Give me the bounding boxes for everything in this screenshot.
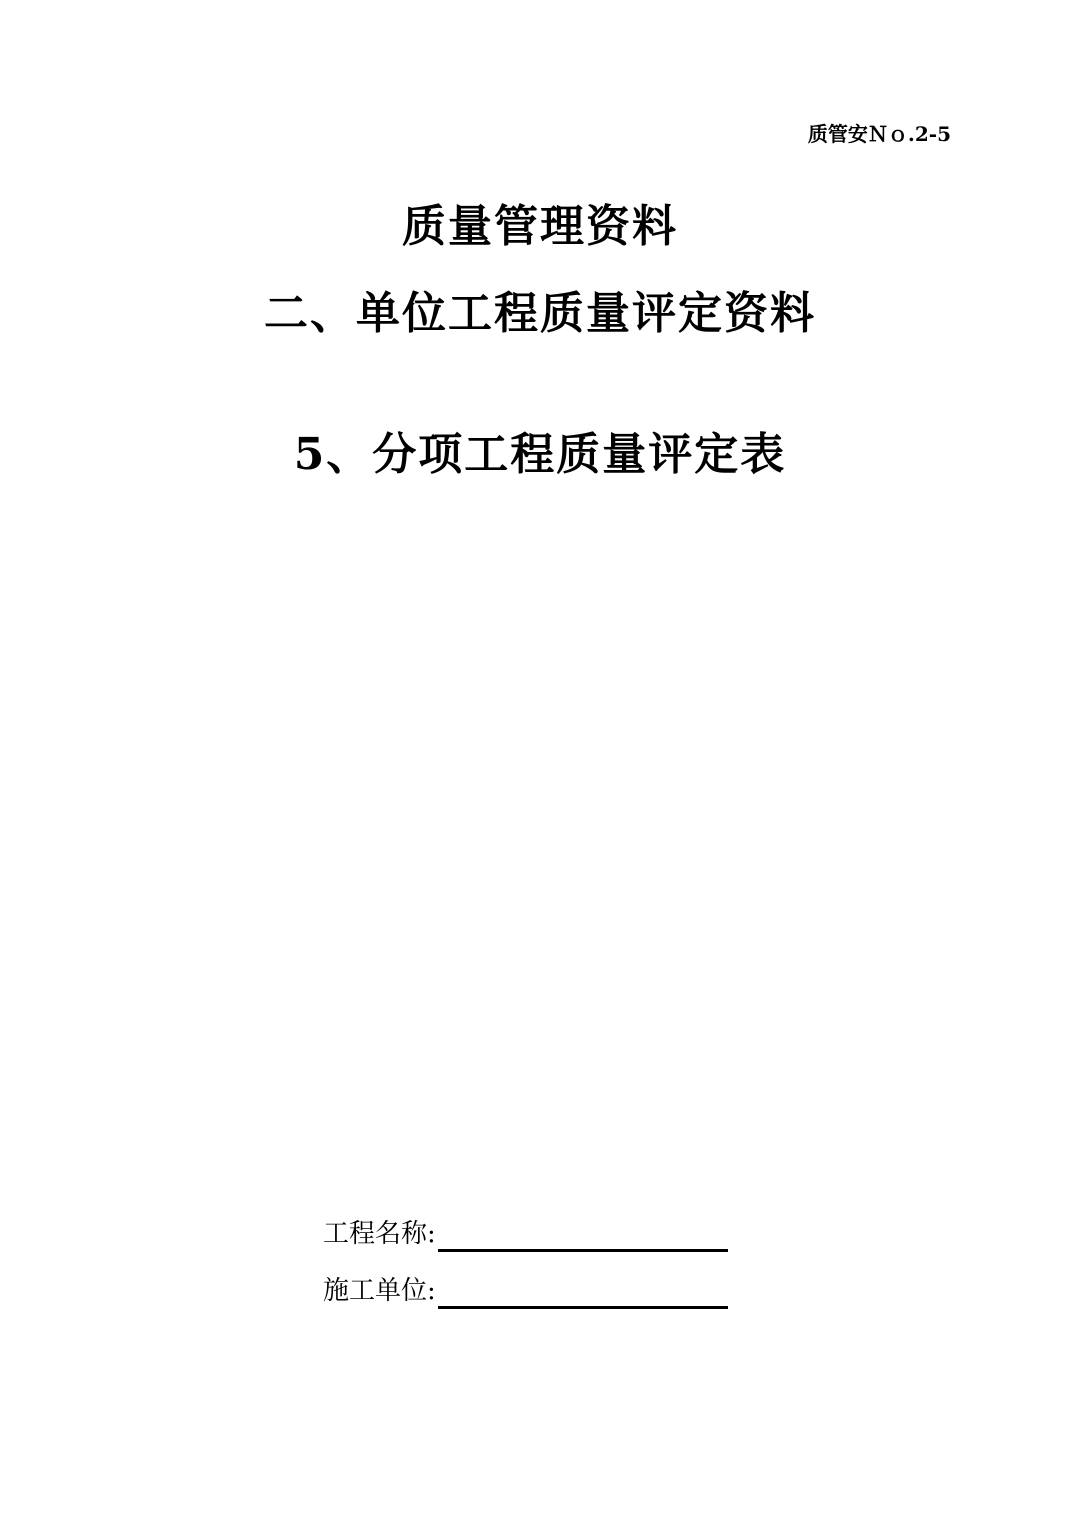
- construction-unit-label: 施工单位:: [323, 1276, 436, 1306]
- construction-unit-row: [323, 1272, 728, 1309]
- construction-unit-field[interactable]: [438, 1272, 728, 1309]
- project-name-field[interactable]: [438, 1215, 728, 1252]
- main-title: 质量管理资料: [402, 201, 678, 252]
- section-title: 二、单位工程质量评定资料: [264, 288, 816, 339]
- document-code: 质管安Ｎｏ.2-5: [807, 122, 951, 146]
- project-name-label: 工程名称:: [323, 1219, 436, 1249]
- project-name-row: [323, 1215, 728, 1252]
- form-title: 5、分项工程质量评定表: [293, 429, 787, 480]
